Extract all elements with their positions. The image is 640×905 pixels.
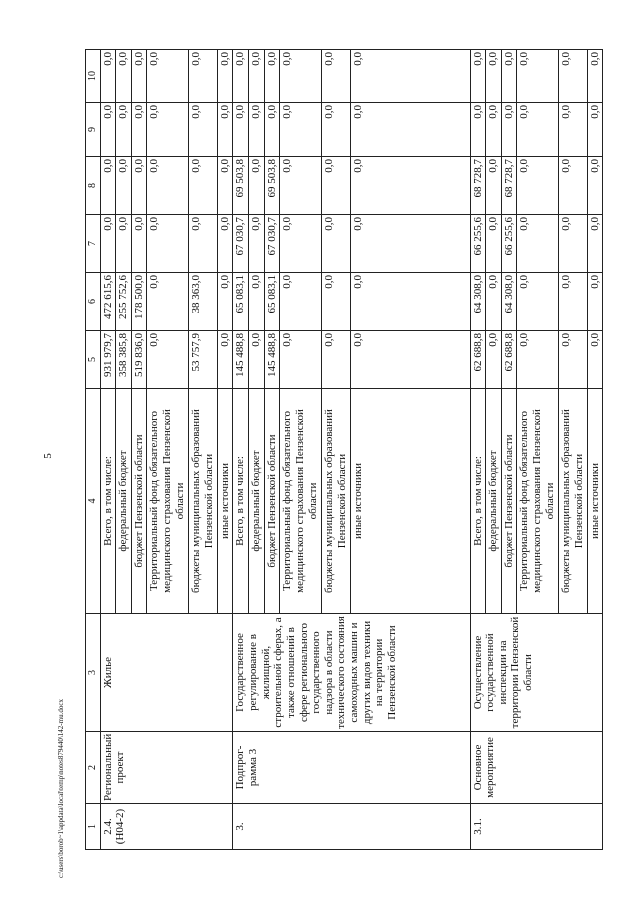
amount-cell: 0,0 bbox=[131, 103, 147, 157]
funding-source: иные источники bbox=[350, 389, 470, 614]
amount-cell: 0,0 bbox=[116, 50, 132, 103]
amount-cell: 0,0 bbox=[217, 215, 233, 273]
amount-cell: 931 979,7 bbox=[100, 331, 116, 389]
amount-cell: 519 836,0 bbox=[131, 331, 147, 389]
amount-cell: 0,0 bbox=[350, 331, 470, 389]
funding-source: федеральный бюджет bbox=[248, 389, 264, 614]
amount-cell: 0,0 bbox=[131, 157, 147, 215]
amount-cell: 0,0 bbox=[587, 50, 603, 103]
col-header: 10 bbox=[86, 50, 101, 103]
amount-cell: 145 488,8 bbox=[233, 331, 249, 389]
amount-cell: 0,0 bbox=[217, 273, 233, 331]
col-header: 2 bbox=[86, 732, 101, 804]
amount-cell: 0,0 bbox=[486, 103, 502, 157]
amount-cell: 0,0 bbox=[517, 103, 559, 157]
amount-cell: 0,0 bbox=[116, 215, 132, 273]
col-header: 8 bbox=[86, 157, 101, 215]
amount-cell: 0,0 bbox=[116, 103, 132, 157]
amount-cell: 0,0 bbox=[147, 215, 189, 273]
table-body bbox=[100, 50, 603, 850]
amount-cell: 0,0 bbox=[189, 103, 217, 157]
amount-cell: 0,0 bbox=[131, 50, 147, 103]
amount-cell: 0,0 bbox=[100, 103, 116, 157]
col-header: 9 bbox=[86, 103, 101, 157]
amount-cell: 0,0 bbox=[280, 50, 322, 103]
funding-source: Всего, в том числе: bbox=[233, 389, 249, 614]
page-number: 5 bbox=[42, 453, 54, 459]
amount-cell: 68 728,7 bbox=[470, 157, 486, 215]
col-header: 6 bbox=[86, 273, 101, 331]
header-row bbox=[86, 50, 101, 850]
amount-cell: 0,0 bbox=[147, 273, 189, 331]
funding-source: иные источники bbox=[587, 389, 603, 614]
amount-cell: 0,0 bbox=[322, 103, 350, 157]
amount-cell: 0,0 bbox=[559, 50, 587, 103]
amount-cell: 0,0 bbox=[501, 103, 517, 157]
amount-cell: 0,0 bbox=[350, 157, 470, 215]
col-header: 5 bbox=[86, 331, 101, 389]
amount-cell: 0,0 bbox=[559, 157, 587, 215]
col-header: 3 bbox=[86, 614, 101, 732]
amount-cell: 64 308,0 bbox=[501, 273, 517, 331]
amount-cell: 0,0 bbox=[248, 157, 264, 215]
amount-cell: 0,0 bbox=[322, 50, 350, 103]
amount-cell: 0,0 bbox=[248, 215, 264, 273]
amount-cell: 145 488,8 bbox=[264, 331, 280, 389]
row-number: 3.1. bbox=[470, 804, 603, 850]
amount-cell: 0,0 bbox=[486, 50, 502, 103]
amount-cell: 0,0 bbox=[486, 215, 502, 273]
amount-cell: 0,0 bbox=[147, 331, 189, 389]
amount-cell: 0,0 bbox=[470, 103, 486, 157]
col-header: 1 bbox=[86, 804, 101, 850]
amount-cell: 0,0 bbox=[350, 215, 470, 273]
amount-cell: 0,0 bbox=[587, 157, 603, 215]
amount-cell: 0,0 bbox=[280, 215, 322, 273]
funding-source: Всего, в том числе: bbox=[100, 389, 116, 614]
funding-source: федеральный бюджет bbox=[486, 389, 502, 614]
amount-cell: 0,0 bbox=[280, 157, 322, 215]
amount-cell: 472 615,6 bbox=[100, 273, 116, 331]
rotated-table-container bbox=[85, 50, 625, 850]
amount-cell: 0,0 bbox=[486, 331, 502, 389]
table-row bbox=[233, 50, 249, 850]
amount-cell: 0,0 bbox=[587, 273, 603, 331]
amount-cell: 0,0 bbox=[100, 50, 116, 103]
amount-cell: 68 728,7 bbox=[501, 157, 517, 215]
amount-cell: 178 500,0 bbox=[131, 273, 147, 331]
amount-cell: 0,0 bbox=[131, 215, 147, 273]
amount-cell: 0,0 bbox=[470, 50, 486, 103]
amount-cell: 0,0 bbox=[517, 331, 559, 389]
amount-cell: 65 083,1 bbox=[233, 273, 249, 331]
amount-cell: 0,0 bbox=[280, 331, 322, 389]
funding-source: федеральный бюджет bbox=[116, 389, 132, 614]
amount-cell: 0,0 bbox=[189, 157, 217, 215]
amount-cell: 0,0 bbox=[517, 157, 559, 215]
amount-cell: 0,0 bbox=[264, 103, 280, 157]
amount-cell: 0,0 bbox=[322, 157, 350, 215]
table-row bbox=[100, 50, 116, 850]
amount-cell: 0,0 bbox=[233, 103, 249, 157]
row-type: Региональный проект bbox=[100, 732, 233, 804]
row-number: 2.4. (Н04-2) bbox=[100, 804, 233, 850]
table-row bbox=[470, 50, 486, 850]
amount-cell: 0,0 bbox=[350, 103, 470, 157]
amount-cell: 0,0 bbox=[100, 157, 116, 215]
amount-cell: 0,0 bbox=[248, 331, 264, 389]
amount-cell: 0,0 bbox=[264, 50, 280, 103]
amount-cell: 0,0 bbox=[587, 103, 603, 157]
amount-cell: 53 757,9 bbox=[189, 331, 217, 389]
col-header: 4 bbox=[86, 389, 101, 614]
amount-cell: 0,0 bbox=[350, 273, 470, 331]
amount-cell: 69 503,8 bbox=[264, 157, 280, 215]
amount-cell: 65 083,1 bbox=[264, 273, 280, 331]
amount-cell: 62 688,8 bbox=[470, 331, 486, 389]
amount-cell: 67 030,7 bbox=[264, 215, 280, 273]
funding-source: бюджеты муниципальных образований Пензенской области bbox=[322, 389, 350, 614]
amount-cell: 0,0 bbox=[517, 50, 559, 103]
amount-cell: 0,0 bbox=[100, 215, 116, 273]
amount-cell: 0,0 bbox=[517, 273, 559, 331]
amount-cell: 0,0 bbox=[217, 103, 233, 157]
amount-cell: 0,0 bbox=[486, 157, 502, 215]
amount-cell: 0,0 bbox=[350, 50, 470, 103]
amount-cell: 0,0 bbox=[559, 273, 587, 331]
row-number: 3. bbox=[233, 804, 470, 850]
amount-cell: 0,0 bbox=[486, 273, 502, 331]
amount-cell: 0,0 bbox=[147, 103, 189, 157]
col-header: 7 bbox=[86, 215, 101, 273]
amount-cell: 67 030,7 bbox=[233, 215, 249, 273]
amount-cell: 0,0 bbox=[517, 215, 559, 273]
funding-source: Территориальный фонд обязательного медицинского страхования Пензенской области bbox=[517, 389, 559, 614]
amount-cell: 0,0 bbox=[322, 215, 350, 273]
amount-cell: 0,0 bbox=[322, 331, 350, 389]
amount-cell: 0,0 bbox=[233, 50, 249, 103]
amount-cell: 0,0 bbox=[587, 215, 603, 273]
amount-cell: 358 385,8 bbox=[116, 331, 132, 389]
footer-file-path: c:\users\borob~1\appdata\local\temp\notes879440\142-mu.docx bbox=[57, 699, 65, 878]
amount-cell: 0,0 bbox=[116, 157, 132, 215]
row-type: Основное мероприятие bbox=[470, 732, 603, 804]
row-name: Государственное регулирование в жилищной, строительной сферах, а также отношений в сфере регионального государственного надзора в области технического состояния самоходных машин и других видов техники на территории Пензенской области bbox=[233, 614, 470, 732]
amount-cell: 64 308,0 bbox=[470, 273, 486, 331]
amount-cell: 0,0 bbox=[217, 50, 233, 103]
amount-cell: 0,0 bbox=[559, 103, 587, 157]
amount-cell: 0,0 bbox=[189, 215, 217, 273]
amount-cell: 0,0 bbox=[248, 103, 264, 157]
row-name: Осуществление государственной инспекции на территории Пензенской области bbox=[470, 614, 603, 732]
funding-source: бюджеты муниципальных образований Пензенской области bbox=[189, 389, 217, 614]
funding-source: Территориальный фонд обязательного медицинского страхования Пензенской области bbox=[280, 389, 322, 614]
amount-cell: 0,0 bbox=[248, 273, 264, 331]
amount-cell: 0,0 bbox=[559, 215, 587, 273]
amount-cell: 0,0 bbox=[280, 103, 322, 157]
amount-cell: 0,0 bbox=[322, 273, 350, 331]
amount-cell: 0,0 bbox=[217, 157, 233, 215]
funding-source: бюджет Пензенской области bbox=[131, 389, 147, 614]
amount-cell: 69 503,8 bbox=[233, 157, 249, 215]
row-type: Подпрог-рамма 3 bbox=[233, 732, 470, 804]
amount-cell: 0,0 bbox=[147, 157, 189, 215]
funding-source: бюджет Пензенской области bbox=[501, 389, 517, 614]
amount-cell: 0,0 bbox=[501, 50, 517, 103]
amount-cell: 0,0 bbox=[587, 331, 603, 389]
amount-cell: 255 752,6 bbox=[116, 273, 132, 331]
funding-source: иные источники bbox=[217, 389, 233, 614]
budget-table bbox=[85, 49, 603, 850]
amount-cell: 0,0 bbox=[559, 331, 587, 389]
amount-cell: 0,0 bbox=[280, 273, 322, 331]
funding-source: бюджеты муниципальных образований Пензенской области bbox=[559, 389, 587, 614]
amount-cell: 66 255,6 bbox=[501, 215, 517, 273]
amount-cell: 0,0 bbox=[189, 50, 217, 103]
amount-cell: 0,0 bbox=[147, 50, 189, 103]
amount-cell: 66 255,6 bbox=[470, 215, 486, 273]
row-name: Жилье bbox=[100, 614, 233, 732]
amount-cell: 38 363,0 bbox=[189, 273, 217, 331]
funding-source: Территориальный фонд обязательного медицинского страхования Пензенской области bbox=[147, 389, 189, 614]
amount-cell: 0,0 bbox=[248, 50, 264, 103]
amount-cell: 62 688,8 bbox=[501, 331, 517, 389]
funding-source: Всего, в том числе: bbox=[470, 389, 486, 614]
amount-cell: 0,0 bbox=[217, 331, 233, 389]
funding-source: бюджет Пензенской области bbox=[264, 389, 280, 614]
